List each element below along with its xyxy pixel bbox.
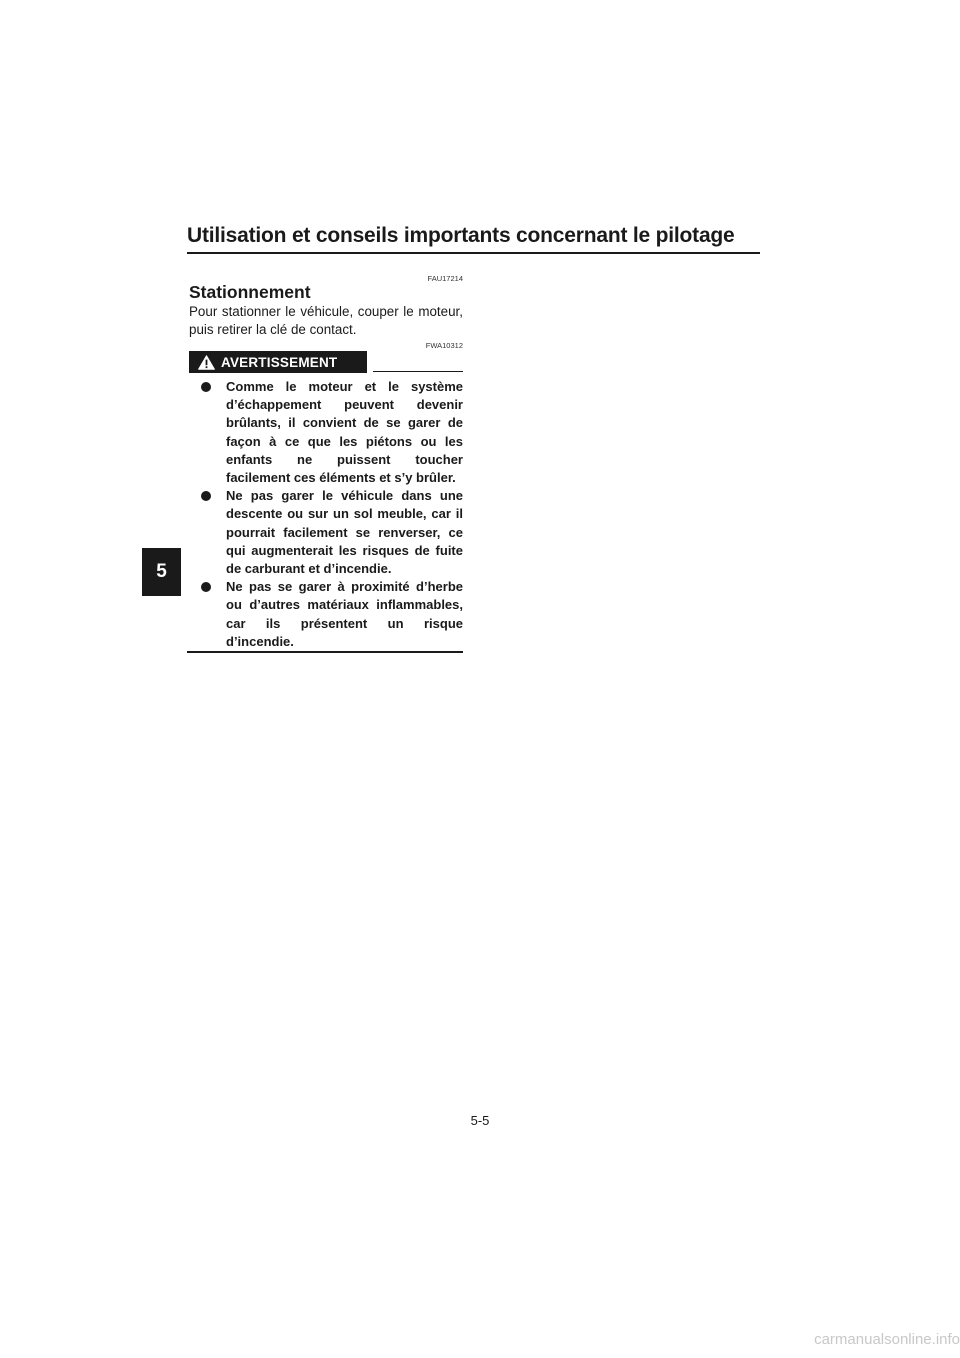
warning-item-text: Comme le moteur et le système d’échappement peuvent devenir brûlants, il convient de se garer de façon à ce que les piétons ou les enfants ne puissent toucher facilement ces éléments et s’y brûler. [226,379,463,486]
warning-item [189,487,463,578]
watermark: carmanualsonline.info [814,1331,960,1348]
section-code: FAU17214 [427,274,463,283]
warning-rule-bottom [187,651,463,653]
bullet-icon [201,382,211,392]
bullet-icon [201,491,211,501]
bullet-icon [201,582,211,592]
warning-label [189,351,367,373]
warning-list [189,378,463,651]
warning-rule-top [373,371,463,372]
header-rule [187,252,760,254]
warning-code: FWA10312 [425,341,463,350]
warning-item-text: Ne pas se garer à proximité d’herbe ou d’autres matériaux inflammables, car ils présentent un risque d’incendie. [226,579,463,649]
section-title: Stationnement [189,282,311,302]
warning-label-text: AVERTISSEMENT [221,354,338,370]
page-header-title: Utilisation et conseils importants concernant le pilotage [187,224,735,247]
warning-item-text: Ne pas garer le véhicule dans une descente ou sur un sol meuble, car il pourrait facilement se renverser, ce qui augmenterait les risques de fuite de carburant et d’incendie. [226,488,463,577]
warning-triangle-icon [198,355,215,370]
warning-item [189,578,463,651]
body-paragraph: Pour stationner le véhicule, couper le moteur, puis retirer la clé de contact. [189,304,463,337]
chapter-tab: 5 [142,548,181,596]
page-number: 5-5 [470,1113,490,1128]
warning-item [189,378,463,487]
